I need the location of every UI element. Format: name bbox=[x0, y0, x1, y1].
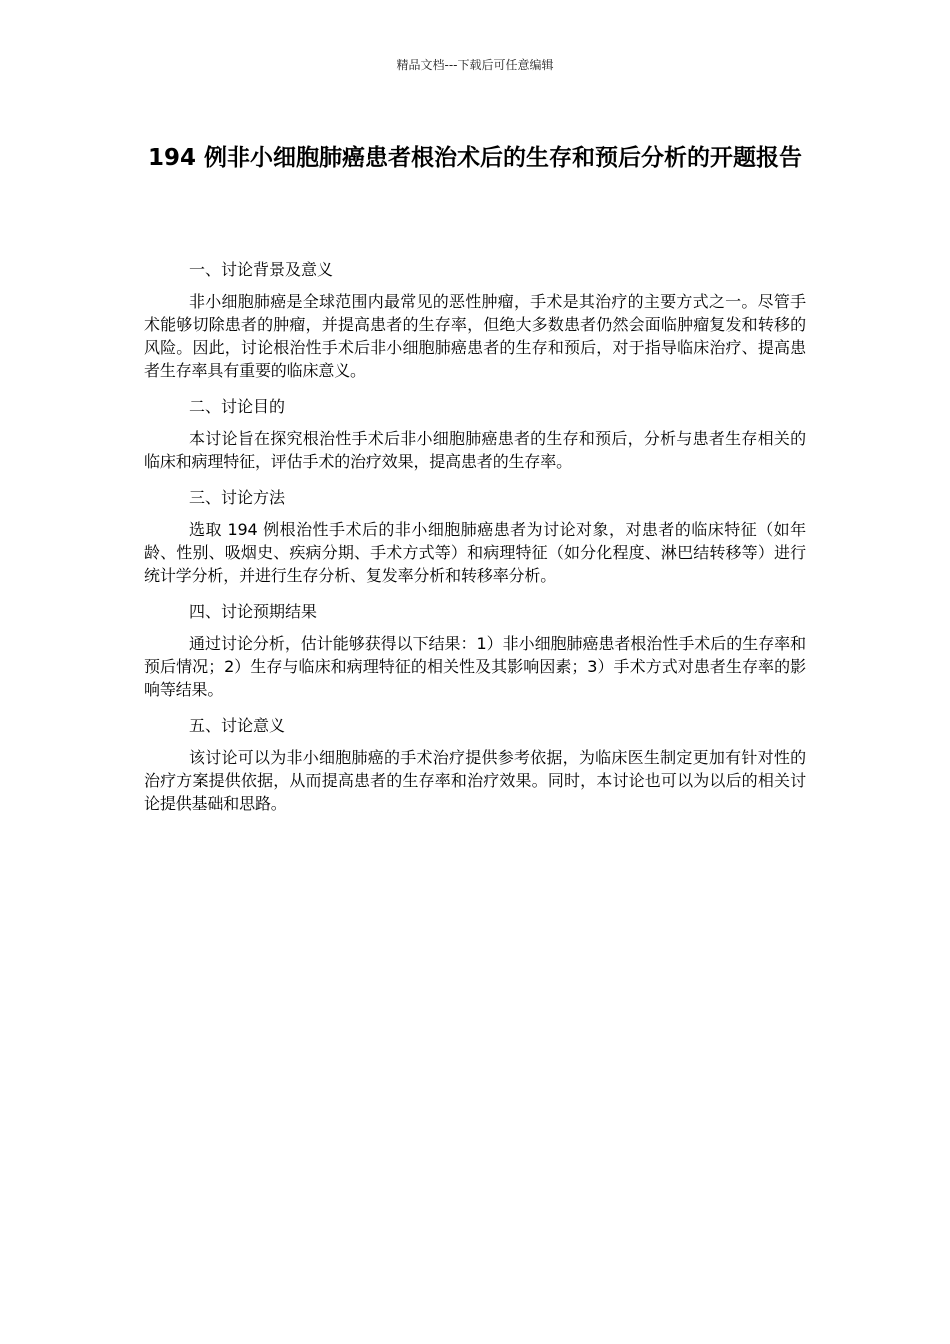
section-heading-purpose: 二、讨论目的 bbox=[189, 397, 286, 416]
section-body-significance: 该讨论可以为非小细胞肺癌的手术治疗提供参考依据，为临床医生制定更加有针对性的治疗方案提供依据，从而提高患者的生存率和治疗效果。同时，本讨论也可以为以后的相关讨论提供基础和思路。 bbox=[144, 748, 806, 813]
section-heading-significance: 五、讨论意义 bbox=[189, 716, 286, 735]
document-body bbox=[144, 258, 806, 828]
section-body-method: 选取 194 例根治性手术后的非小细胞肺癌患者为讨论对象，对患者的临床特征（如年龄、性别、吸烟史、疾病分期、手术方式等）和病理特征（如分化程度、淋巴结转移等）进行统计学分析，并进行生存分析、复发率分析和转移率分析。 bbox=[144, 520, 806, 585]
section-body-background: 非小细胞肺癌是全球范围内最常见的恶性肿瘤，手术是其治疗的主要方式之一。尽管手术能够切除患者的肿瘤，并提高患者的生存率，但绝大多数患者仍然会面临肿瘤复发和转移的风险。因此，讨论根治性手术后非小细胞肺癌患者的生存和预后，对于指导临床治疗、提高患者生存率具有重要的临床意义。 bbox=[144, 292, 806, 380]
section-body-purpose: 本讨论旨在探究根治性手术后非小细胞肺癌患者的生存和预后，分析与患者生存相关的临床和病理特征，评估手术的治疗效果，提高患者的生存率。 bbox=[144, 429, 806, 471]
header-note: 精品文档---下载后可任意编辑 bbox=[396, 58, 554, 72]
section-heading-method: 三、讨论方法 bbox=[189, 488, 286, 507]
section-heading-background: 一、讨论背景及意义 bbox=[189, 260, 334, 279]
section-heading-expected-results: 四、讨论预期结果 bbox=[189, 602, 318, 621]
section-body-expected-results: 通过讨论分析，估计能够获得以下结果：1）非小细胞肺癌患者根治性手术后的生存率和预后情况；2）生存与临床和病理特征的相关性及其影响因素；3）手术方式对患者生存率的影响等结果。 bbox=[144, 634, 806, 699]
document-title: 194 例非小细胞肺癌患者根治术后的生存和预后分析的开题报告 bbox=[147, 145, 803, 171]
